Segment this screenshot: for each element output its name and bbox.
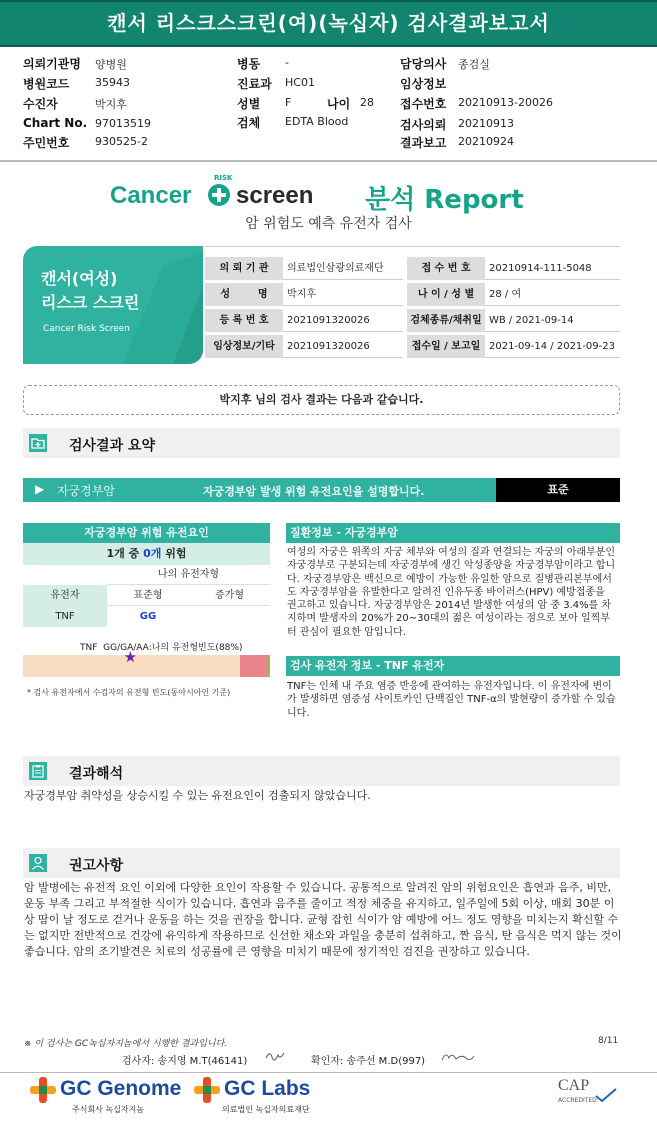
advice-text: 암 발병에는 유전적 요인 이외에 다양한 요인이 작용할 수 있습니다. 공통적으로 알려진 암의 위험요인은 흡연과 음주, 비만, 운동 부족 그리고 부적절한 식이가 있습니다. 흡연과 음주를 줄이고 적정 체중을 유지하고, 일주일에 5회 이상, 매회 30분 이상 땀이 날 정도로 걷거나 운동을 하는 것을 권장을 합니다. 균형 잡힌 식이가 암 예방에 어느 정도 영향을 미치는지 확신할 수는 없지만 전반적으로 건강에 유익하게 작용하므로 신선한 채소와 과일을 충분히 섭취하고, 짠 음식, 탄 음식은 먹지 않는 것이 좋습니다. 암의 조기발견은 치료의 성공률에 큰 영향을 미치기 때문에 정기적인 검진을 권장하고 있습니다. <box>24 881 622 958</box>
hospital-code-label: 병원코드 <box>23 77 70 91</box>
request-date-value: 20210913 <box>458 117 514 130</box>
summary-section-header <box>23 428 620 458</box>
play-arrow-icon: ▶ <box>35 482 45 496</box>
info-label-reg-no: 등 록 번 호 <box>205 309 283 332</box>
gc-cross-icon <box>28 1075 58 1105</box>
receipt-no-value: 20210913-20026 <box>458 96 553 109</box>
interpretation-text: 자궁경부암 취약성을 상승시킬 수 있는 유전요인이 검출되지 않았습니다. <box>24 789 371 802</box>
chart-no-value: 97013519 <box>95 117 151 130</box>
ward-label: 병동 <box>237 57 261 71</box>
cancer-risk-screen-logo <box>110 176 540 216</box>
my-genotype-star-icon: ★ <box>123 648 138 666</box>
gene-info-title: 검사 유전자 정보 - TNF 유전자 <box>286 656 620 676</box>
resident-no-label: 주민번호 <box>23 136 70 150</box>
report-subtitle: 암 위험도 예측 유전자 검사 <box>245 216 412 232</box>
advice-section-title: 권고사항 <box>69 858 124 874</box>
report-title: 캔서 리스크스크린(여)(녹십자) 검사결과보고서 <box>0 0 657 47</box>
sex-value: F <box>285 96 292 109</box>
frequency-footnote: * 검사 유전자에서 수검자의 유전형 빈도(동아시아인 기준) <box>27 688 231 697</box>
info-value-receipt: 20210914-111-5048 <box>485 257 620 280</box>
advice-section-header <box>23 848 620 878</box>
gc-labs-logo <box>192 1075 332 1119</box>
sex-label: 성별 <box>237 97 261 111</box>
gc-labs-cross-icon <box>192 1075 222 1105</box>
gc-genome-name: GC Genome <box>60 1077 182 1100</box>
hospital-name-value: 양병원 <box>95 58 127 71</box>
examiner-signature-icon <box>264 1048 288 1064</box>
confirmer: 확인자: 송주선 M.D(997) <box>311 1056 426 1067</box>
gene-info-text: TNF는 인체 내 주요 염증 반응에 관여하는 유전자입니다. 이 유전자에 변이가 발생하면 염증성 사이토카인 단백질인 TNF-α의 발현량이 증가할 수 있습니다. <box>287 681 616 719</box>
interpretation-section-title: 결과해석 <box>69 766 124 782</box>
info-label-receipt: 접 수 번 호 <box>407 257 485 280</box>
col-increase-header: 증가형 <box>189 585 270 606</box>
doctor-icon <box>29 854 47 872</box>
risk-status-badge: 표준 <box>496 478 620 502</box>
footer-divider <box>0 1072 657 1073</box>
gene-name-cell: TNF <box>23 606 107 627</box>
info-label-specimen: 검체종류/채취일 <box>407 309 485 332</box>
logo-cross-icon <box>206 182 232 208</box>
factor-count-post: 위험 <box>161 547 187 560</box>
info-value-institution: 의료법인삼광의료재단 <box>283 257 403 280</box>
col-standard-header: 표준형 <box>107 585 189 606</box>
report-date-value: 20210924 <box>458 135 514 148</box>
dept-value: HC01 <box>285 76 315 89</box>
card-title-line2: 리스크 스크린 <box>41 293 140 312</box>
logo-screen-text: screen <box>236 182 314 209</box>
info-label-dates: 접수일 / 보고일 <box>407 335 485 358</box>
patient-label: 수진자 <box>23 97 58 111</box>
factor-count-num: 0개 <box>143 547 162 560</box>
logo-cancer-text: Cancer <box>110 182 192 209</box>
dept-label: 진료과 <box>237 77 272 91</box>
checkmark-icon <box>594 1087 618 1103</box>
logo-risk-text: RISK <box>214 174 233 182</box>
cap-text: CAP <box>558 1077 590 1094</box>
cancer-description: 자궁경부암 발생 위험 유전요인을 설명합니다. <box>203 485 425 498</box>
age-value: 28 <box>360 96 374 109</box>
info-value-reg-no: 2021091320026 <box>283 309 403 332</box>
resident-no-value: 930525-2 <box>95 135 148 148</box>
interpretation-section-header <box>23 756 620 786</box>
clinical-info-label: 임상정보 <box>400 77 447 91</box>
info-value-clinical: 2021091320026 <box>283 335 403 358</box>
factor-count <box>23 543 270 565</box>
gc-labs-subtitle: 의료법인 녹십자의료재단 <box>222 1105 310 1114</box>
cancer-summary-row <box>23 478 496 502</box>
my-genotype-header: 나의 유전자형 <box>107 565 270 585</box>
info-value-age-sex: 28 / 여 <box>485 283 620 306</box>
hospital-code-value: 35943 <box>95 76 130 89</box>
logo-report-text: 분석 Report <box>365 185 524 215</box>
confirmer-signature-icon <box>440 1048 476 1064</box>
result-notice: 박지후 님의 검사 결과는 다음과 같습니다. <box>23 385 620 415</box>
factor-count-pre: 1개 중 <box>106 547 144 560</box>
info-label-institution: 의 뢰 기 관 <box>205 257 283 280</box>
patient-value: 박지후 <box>95 98 127 111</box>
info-label-clinical: 임상정보/기타 <box>205 335 283 358</box>
factor-title: 자궁경부암 위험 유전요인 <box>23 523 270 543</box>
frequency-bar-edge <box>267 655 270 677</box>
info-label-name: 성 명 <box>205 283 283 306</box>
age-label: 나이 <box>327 97 351 111</box>
info-value-specimen: WB / 2021-09-14 <box>485 309 620 332</box>
info-value-dates: 2021-09-14 / 2021-09-23 <box>485 335 620 358</box>
ward-value: - <box>285 56 289 69</box>
doctor-label: 담당의사 <box>400 57 447 71</box>
chart-no-label: Chart No. <box>23 116 88 130</box>
clipboard-icon <box>29 762 47 780</box>
footer-note: ※ 이 검사는 GC녹십자지놈에서 시행한 결과입니다. <box>24 1039 228 1049</box>
gc-genome-logo <box>28 1075 198 1119</box>
cap-accredited-text: ACCREDITED <box>558 1097 597 1104</box>
card-subtitle: Cancer Risk Screen <box>43 324 131 334</box>
card-title-line1: 캔서(여성) <box>41 269 118 288</box>
doctor-value: 종검실 <box>458 58 490 71</box>
cancer-name: 자궁경부암 <box>57 484 115 498</box>
gc-genome-subtitle: 주식회사 녹십자지놈 <box>72 1105 145 1114</box>
specimen-label: 검체 <box>237 116 261 130</box>
info-label-age-sex: 나 이 / 성 별 <box>407 283 485 306</box>
cap-accredited-badge <box>556 1077 626 1113</box>
disease-info-title: 질환정보 - 자궁경부암 <box>286 523 620 543</box>
increase-genotype-cell <box>189 606 270 627</box>
folder-plus-icon <box>29 434 47 452</box>
disease-info-text: 여성의 자궁은 위쪽의 자궁 체부와 여성의 질과 연결되는 자궁의 아래부분인 자궁경부로 구분되는데 자궁경부에 생긴 악성종양을 자궁경부암이라고 합니다. 자궁경부암은 백신으로 예방이 가능한 유일한 암으로 질병관리본부에서도 자궁경부암을 유발한다고 알려진 인유두종 바이러스(HPV) 예방접종을 권고하고 있습니다. 자궁경부암은 2014년 발생한 여성의 암 중 3.4%를 차지하며 발생자의 20%가 20~30대의 젊은 여성이라는 점으로 보아 일찍부터 관심이 필요한 암입니다. <box>287 547 616 638</box>
frequency-bar-risk-segment <box>240 655 267 677</box>
frequency-bar <box>23 655 270 677</box>
header-divider <box>0 160 657 162</box>
genotype-frequency-label: TNF GG/GA/AA:나의 유전형빈도(88%) <box>80 643 243 653</box>
examiner: 검사자: 송지영 M.T(46141) <box>122 1056 248 1067</box>
standard-genotype-cell: GG <box>139 611 157 622</box>
hospital-name-label: 의뢰기관명 <box>23 57 81 71</box>
product-card <box>23 246 203 364</box>
specimen-value: EDTA Blood <box>285 115 349 128</box>
request-date-label: 검사의뢰 <box>400 118 447 132</box>
info-value-name: 박지후 <box>283 283 403 306</box>
receipt-no-label: 접수번호 <box>400 97 447 111</box>
col-gene-header: 유전자 <box>23 585 107 606</box>
report-date-label: 결과보고 <box>400 136 447 150</box>
page-number: 8/11 <box>598 1036 619 1046</box>
gc-labs-name: GC Labs <box>224 1077 311 1100</box>
table-left-fill <box>23 564 107 565</box>
summary-section-title: 검사결과 요약 <box>69 438 156 454</box>
